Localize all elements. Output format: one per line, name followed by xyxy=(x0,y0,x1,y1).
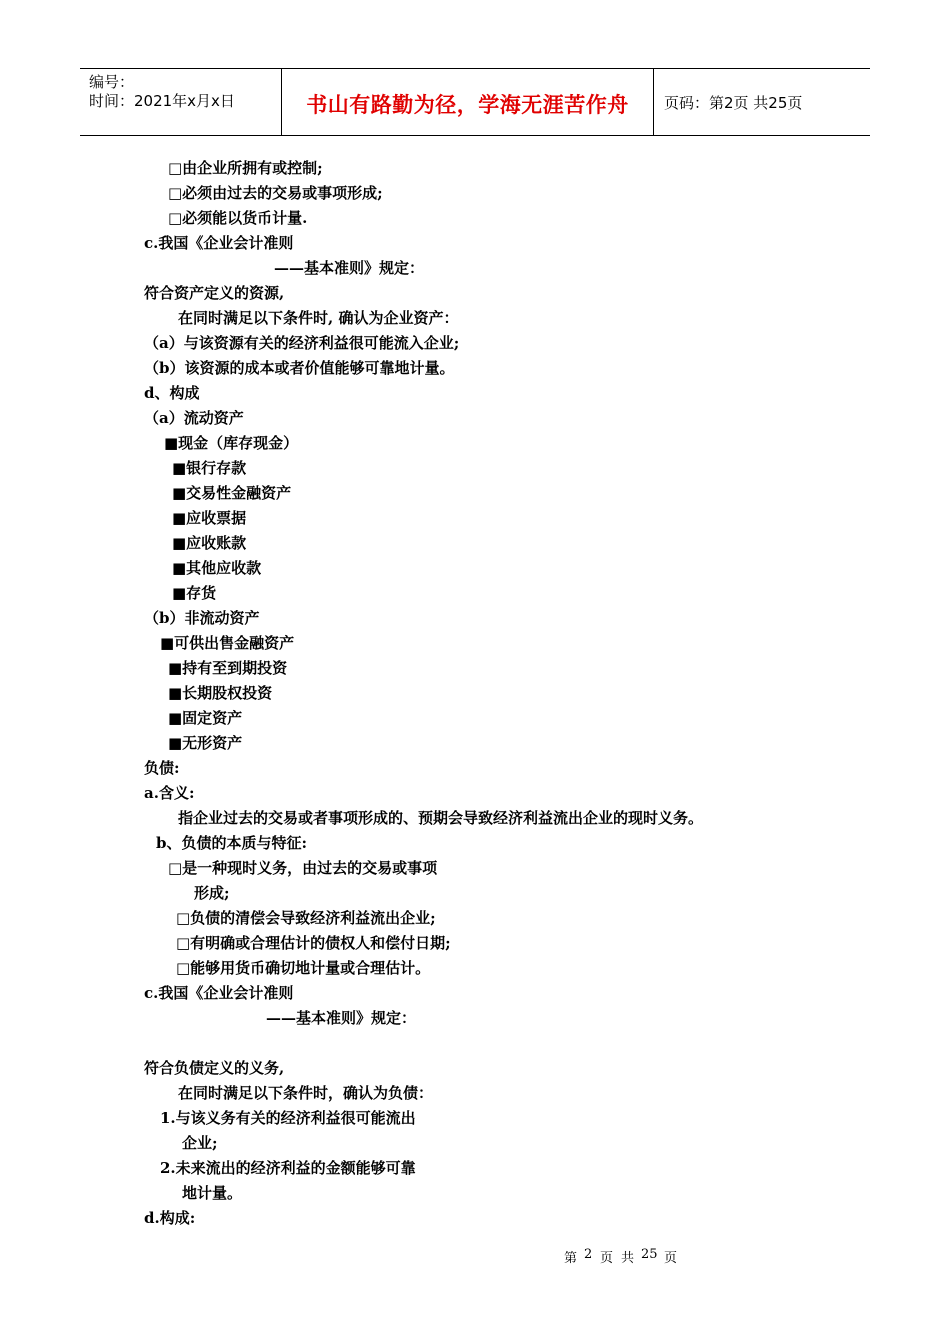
body-line: ■可供出售金融资产 xyxy=(160,634,295,652)
body-line: □是一种现时义务，由过去的交易或事项 xyxy=(168,859,438,877)
body-line: ■其他应收款 xyxy=(172,559,262,577)
document-number-label: 编号： xyxy=(89,73,135,91)
footer-ye: 页 xyxy=(664,1251,678,1266)
footer-total-pages: 25 xyxy=(641,1247,658,1262)
body-line: a.含义: xyxy=(144,784,195,802)
body-line: 形成; xyxy=(194,884,230,902)
body-line: 2.未来流出的经济利益的金额能够可靠 xyxy=(160,1159,416,1177)
body-line: ■无形资产 xyxy=(168,734,243,752)
header-page-cell xyxy=(654,69,870,135)
body-line: ■现金（库存现金） xyxy=(164,434,299,452)
body-line: b、负债的本质与特征: xyxy=(156,834,308,852)
body-line: d.构成: xyxy=(144,1209,196,1227)
document-header xyxy=(80,68,870,136)
body-line: （a）与该资源有关的经济利益很可能流入企业; xyxy=(144,334,460,352)
body-line: ——基本准则》规定： xyxy=(266,1009,417,1027)
body-line: 符合负债定义的义务, xyxy=(144,1059,285,1077)
body-line: c.我国《企业会计准则 xyxy=(144,984,294,1002)
body-line: ■银行存款 xyxy=(172,459,247,477)
body-line: □负债的清偿会导致经济利益流出企业; xyxy=(176,909,436,927)
body-line: 符合资产定义的资源, xyxy=(144,284,285,302)
footer-di: 第 xyxy=(564,1251,578,1266)
body-line: （a）流动资产 xyxy=(144,409,244,427)
body-line: 在同时满足以下条件时，确认为负债： xyxy=(178,1084,434,1102)
body-line: 指企业过去的交易或者事项形成的、预期会导致经济利益流出企业的现时义务。 xyxy=(178,809,704,827)
body-line: （b）该资源的成本或者价值能够可靠地计量。 xyxy=(144,359,455,377)
body-line: □必须能以货币计量. xyxy=(168,209,308,227)
header-page-info: 页码：第2页 共25页 xyxy=(664,93,803,112)
footer-ye: 页 xyxy=(600,1251,614,1266)
body-line: ■存货 xyxy=(172,584,217,602)
body-line: 企业; xyxy=(182,1134,218,1152)
body-line: 1.与该义务有关的经济利益很可能流出 xyxy=(160,1109,416,1127)
header-motto-cell xyxy=(281,69,654,135)
body-line: □有明确或合理估计的债权人和偿付日期; xyxy=(176,934,451,952)
body-line: c.我国《企业会计准则 xyxy=(144,234,294,252)
header-motto: 书山有路勤为径，学海无涯苦作舟 xyxy=(306,92,629,117)
body-line: □必须由过去的交易或事项形成; xyxy=(168,184,383,202)
footer-page-number: 2 xyxy=(584,1247,593,1262)
body-line: ■交易性金融资产 xyxy=(172,484,292,502)
body-line: 在同时满足以下条件时, 确认为企业资产： xyxy=(178,309,459,327)
document-date: 时间：2021年x月x日 xyxy=(89,92,235,110)
footer-gong: 共 xyxy=(621,1251,635,1266)
body-line: 负债: xyxy=(144,759,180,777)
body-line: 地计量。 xyxy=(182,1184,243,1202)
body-line: ■固定资产 xyxy=(168,709,243,727)
body-line: ■应收账款 xyxy=(172,534,247,552)
body-line: d、构成 xyxy=(144,384,200,402)
header-left-cell xyxy=(80,69,281,135)
body-line: ■长期股权投资 xyxy=(168,684,273,702)
body-line: □能够用货币确切地计量或合理估计。 xyxy=(176,959,431,977)
body-line: □由企业所拥有或控制; xyxy=(168,159,323,177)
body-line: ——基本准则》规定： xyxy=(274,259,425,277)
body-line: ■应收票据 xyxy=(172,509,247,527)
body-line: （b）非流动资产 xyxy=(144,609,260,627)
body-line: ■持有至到期投资 xyxy=(168,659,288,677)
